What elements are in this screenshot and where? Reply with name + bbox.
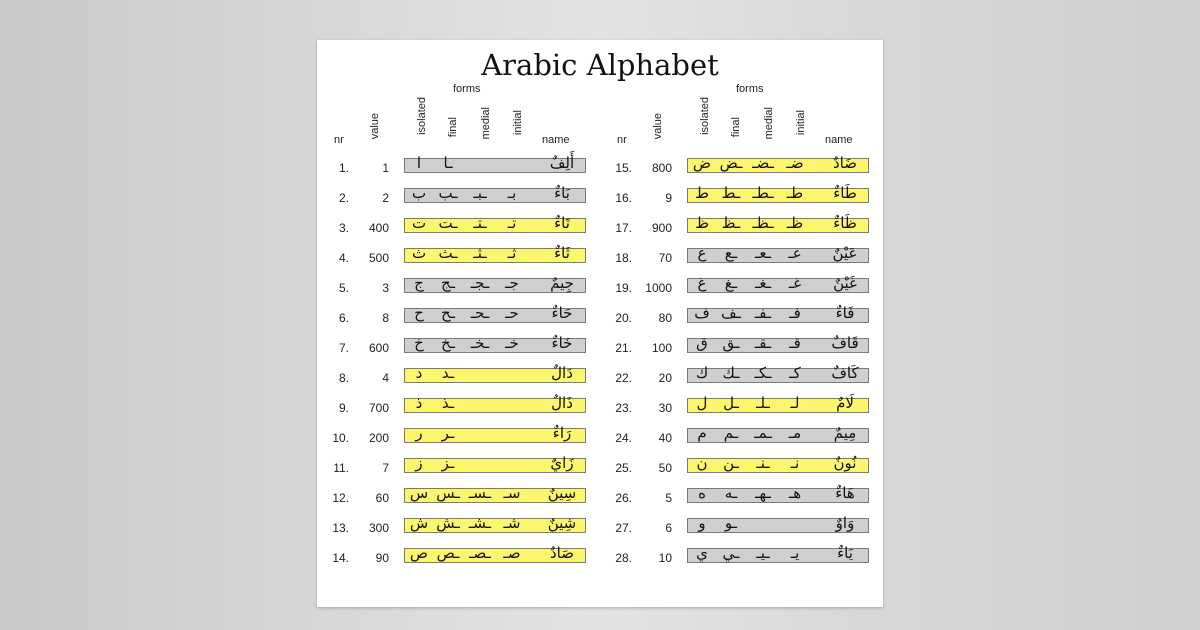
- letter-value: 20: [658, 371, 672, 385]
- letter-nr: 17.: [615, 221, 632, 235]
- letter-row: [317, 306, 600, 336]
- letter-nr: 2.: [338, 191, 349, 205]
- letter-name: وَاوٌ: [835, 514, 855, 532]
- letter-isolated: ص: [409, 544, 429, 562]
- letter-name: مِيمٌ: [833, 424, 857, 442]
- letter-initial: ظـ: [786, 214, 804, 232]
- letter-medial: ـجـ: [470, 274, 490, 292]
- letter-medial: ـتـ: [473, 214, 487, 232]
- letter-initial: طـ: [786, 184, 804, 202]
- letter-row: [317, 546, 600, 576]
- letter-final: ـش: [436, 514, 460, 532]
- letter-name: هَاءٌ: [835, 484, 855, 502]
- letter-initial: بـ: [507, 184, 517, 202]
- letter-medial: ـشـ: [468, 514, 492, 532]
- letter-value: 70: [658, 251, 672, 265]
- letter-value: 50: [658, 461, 672, 475]
- letter-final: ـع: [724, 244, 738, 262]
- letter-name: ضَادٌ: [833, 154, 857, 172]
- letter-isolated: ث: [411, 244, 427, 262]
- letter-row: [317, 516, 600, 546]
- letter-name: دَالٌ: [551, 364, 573, 382]
- letter-row: [317, 486, 600, 516]
- letter-name: طَاءٌ: [833, 184, 857, 202]
- letter-initial: لـ: [790, 394, 800, 412]
- letter-final: ـث: [438, 244, 458, 262]
- letter-final: ـط: [721, 184, 741, 202]
- header-value: value: [369, 113, 381, 140]
- letter-nr: 13.: [332, 521, 349, 535]
- letter-nr: 8.: [338, 371, 349, 385]
- letter-row: [317, 276, 600, 306]
- letter-initial: ضـ: [786, 154, 804, 172]
- letter-final: ـر: [441, 424, 455, 442]
- letter-final: ـف: [721, 304, 741, 322]
- letter-final: ـج: [440, 274, 456, 292]
- header-name: name: [542, 134, 570, 146]
- letter-medial: ـعـ: [754, 244, 772, 262]
- header-value: value: [652, 113, 664, 140]
- letter-medial: ـقـ: [754, 334, 772, 352]
- letter-medial: ـخـ: [470, 334, 490, 352]
- letter-medial: ـكـ: [754, 364, 772, 382]
- letter-name: تَاءٌ: [554, 214, 570, 232]
- letter-initial: جـ: [505, 274, 519, 292]
- letter-isolated: ي: [696, 544, 708, 562]
- letter-final: ـق: [722, 334, 740, 352]
- letter-row: [600, 216, 883, 246]
- letter-nr: 26.: [615, 491, 632, 505]
- letter-final: ـض: [719, 154, 743, 172]
- letter-initial: سـ: [503, 484, 521, 502]
- letter-final: ـل: [723, 394, 739, 412]
- letter-isolated: خ: [414, 334, 424, 352]
- letter-value: 90: [375, 551, 389, 565]
- letter-row: [317, 186, 600, 216]
- letter-row: [317, 216, 600, 246]
- header-nr: nr: [334, 134, 344, 146]
- letter-nr: 22.: [615, 371, 632, 385]
- header-initial: initial: [512, 110, 524, 136]
- letter-medial: ـظـ: [752, 214, 774, 232]
- letter-isolated: ش: [409, 514, 429, 532]
- letter-final: ـظ: [721, 214, 741, 232]
- letter-row: [317, 456, 600, 486]
- letter-value: 1000: [645, 281, 672, 295]
- letter-nr: 24.: [615, 431, 632, 445]
- letter-isolated: س: [409, 484, 429, 502]
- letter-row: [600, 366, 883, 396]
- letter-isolated: غ: [697, 274, 707, 292]
- letter-final: ـص: [436, 544, 460, 562]
- header-final: final: [447, 117, 459, 138]
- letter-name: أَلِفٌ: [549, 154, 575, 172]
- letter-nr: 9.: [338, 401, 349, 415]
- letter-medial: ـيـ: [756, 544, 770, 562]
- letter-nr: 21.: [615, 341, 632, 355]
- letter-medial: ـغـ: [754, 274, 772, 292]
- letter-name: كَافٌ: [831, 364, 859, 382]
- header-medial: medial: [763, 107, 775, 140]
- letter-row: [600, 246, 883, 276]
- letter-name: جِيمٌ: [550, 274, 574, 292]
- letter-final: ـز: [441, 454, 455, 472]
- letter-row: [317, 396, 600, 426]
- letter-value: 5: [665, 491, 672, 505]
- letter-row: [317, 336, 600, 366]
- letter-isolated: ق: [696, 334, 708, 352]
- letter-medial: ـسـ: [468, 484, 492, 502]
- letter-row: [600, 336, 883, 366]
- letter-nr: 15.: [615, 161, 632, 175]
- letter-final: ـح: [440, 304, 456, 322]
- letter-isolated: ه: [698, 484, 706, 502]
- letter-name: بَاءٌ: [554, 184, 570, 202]
- letter-row: [600, 276, 883, 306]
- letter-initial: فـ: [789, 304, 801, 322]
- header-initial: initial: [795, 110, 807, 136]
- letter-row: [600, 516, 883, 546]
- letter-value: 200: [368, 431, 389, 445]
- letter-value: 10: [658, 551, 672, 565]
- letter-isolated: ض: [692, 154, 712, 172]
- letter-value: 3: [382, 281, 389, 295]
- letter-isolated: ب: [411, 184, 427, 202]
- header-isolated: isolated: [699, 97, 711, 135]
- letter-final: ـه: [724, 484, 738, 502]
- left-column: [317, 40, 600, 607]
- letter-initial: نـ: [790, 454, 800, 472]
- letter-value: 2: [382, 191, 389, 205]
- letter-value: 8: [382, 311, 389, 325]
- header-final: final: [730, 117, 742, 138]
- letter-medial: ـثـ: [473, 244, 487, 262]
- letter-name: حَاءٌ: [551, 304, 573, 322]
- letter-nr: 11.: [333, 461, 349, 475]
- letter-isolated: ل: [696, 394, 708, 412]
- letter-nr: 27.: [615, 521, 632, 535]
- letter-final: ـذ: [441, 394, 455, 412]
- letter-medial: ـلـ: [756, 394, 770, 412]
- letter-final: ـك: [722, 364, 740, 382]
- letter-initial: مـ: [788, 424, 802, 442]
- letter-isolated: ن: [696, 454, 708, 472]
- letter-medial: ـهـ: [755, 484, 771, 502]
- letter-nr: 20.: [615, 311, 632, 325]
- letter-final: ـغ: [724, 274, 738, 292]
- header-nr: nr: [617, 134, 627, 146]
- letter-medial: ـمـ: [754, 424, 772, 442]
- letter-name: يَاءٌ: [837, 544, 853, 562]
- letter-name: ثَاءٌ: [554, 244, 570, 262]
- letter-name: شِينٌ: [547, 514, 577, 532]
- letter-row: [317, 156, 600, 186]
- header-forms: forms: [453, 83, 481, 95]
- letter-value: 800: [651, 161, 672, 175]
- letter-value: 9: [665, 191, 672, 205]
- letter-row: [317, 246, 600, 276]
- letter-nr: 28.: [615, 551, 632, 565]
- letter-medial: ـنـ: [756, 454, 770, 472]
- letter-final: ـس: [436, 484, 460, 502]
- letter-nr: 12.: [332, 491, 349, 505]
- letter-initial: شـ: [503, 514, 521, 532]
- letter-initial: ثـ: [507, 244, 517, 262]
- letter-value: 300: [368, 521, 389, 535]
- letter-row: [600, 546, 883, 576]
- letter-isolated: ط: [695, 184, 709, 202]
- letter-name: خَاءٌ: [551, 334, 573, 352]
- letter-nr: 16.: [615, 191, 632, 205]
- letter-nr: 6.: [338, 311, 349, 325]
- poster: [317, 40, 883, 607]
- right-column: [600, 40, 883, 607]
- letter-isolated: ا: [416, 154, 422, 172]
- letter-value: 40: [658, 431, 672, 445]
- header-name: name: [825, 134, 853, 146]
- letter-final: ـم: [723, 424, 739, 442]
- letter-value: 80: [658, 311, 672, 325]
- letter-initial: صـ: [503, 544, 521, 562]
- letter-nr: 10.: [332, 431, 349, 445]
- letter-value: 1: [382, 161, 389, 175]
- letter-isolated: ج: [414, 274, 424, 292]
- letter-name: زَايٌ: [550, 454, 574, 472]
- letter-nr: 23.: [615, 401, 632, 415]
- letter-initial: تـ: [507, 214, 517, 232]
- letter-name: نُونٌ: [833, 454, 857, 472]
- letter-name: غَيْنٌ: [833, 274, 857, 292]
- letter-row: [600, 186, 883, 216]
- letter-medial: ـطـ: [752, 184, 774, 202]
- letter-isolated: ر: [415, 424, 423, 442]
- letter-row: [317, 426, 600, 456]
- letter-name: عَيْنٌ: [832, 244, 858, 262]
- letter-isolated: ع: [697, 244, 707, 262]
- letter-final: ـو: [724, 514, 738, 532]
- letter-isolated: ك: [695, 364, 709, 382]
- letter-final: ـت: [438, 214, 458, 232]
- letter-name: ظَاءٌ: [833, 214, 857, 232]
- letter-name: سِينٌ: [547, 484, 577, 502]
- letter-isolated: ف: [694, 304, 710, 322]
- letter-medial: ـفـ: [754, 304, 772, 322]
- letter-value: 900: [651, 221, 672, 235]
- letter-nr: 1.: [338, 161, 349, 175]
- letter-nr: 25.: [615, 461, 632, 475]
- letter-value: 700: [368, 401, 389, 415]
- letter-row: [600, 486, 883, 516]
- letter-name: قَافٌ: [831, 334, 859, 352]
- letter-isolated: ت: [411, 214, 427, 232]
- letter-isolated: د: [415, 364, 423, 382]
- letter-value: 600: [368, 341, 389, 355]
- header-isolated: isolated: [416, 97, 428, 135]
- letter-row: [600, 156, 883, 186]
- letter-row: [317, 366, 600, 396]
- letter-row: [600, 396, 883, 426]
- letter-isolated: ز: [415, 454, 423, 472]
- letter-initial: هـ: [788, 484, 802, 502]
- page-title: Arabic Alphabet: [481, 48, 719, 82]
- letter-name: لَامٌ: [836, 394, 854, 412]
- letter-row: [600, 456, 883, 486]
- letter-name: صَادٌ: [550, 544, 574, 562]
- letter-medial: ـبـ: [473, 184, 487, 202]
- letter-value: 7: [382, 461, 389, 475]
- letter-isolated: ح: [414, 304, 424, 322]
- letter-final: ـد: [441, 364, 455, 382]
- letter-nr: 7.: [338, 341, 349, 355]
- letter-name: فَاءٌ: [835, 304, 855, 322]
- letter-initial: غـ: [788, 274, 802, 292]
- letter-medial: ـضـ: [752, 154, 774, 172]
- letter-nr: 14.: [332, 551, 349, 565]
- letter-value: 30: [658, 401, 672, 415]
- header-forms: forms: [736, 83, 764, 95]
- letter-value: 500: [368, 251, 389, 265]
- letter-initial: يـ: [790, 544, 800, 562]
- letter-row: [600, 426, 883, 456]
- letter-value: 4: [382, 371, 389, 385]
- letter-nr: 18.: [615, 251, 632, 265]
- letter-nr: 5.: [338, 281, 349, 295]
- letter-row: [600, 306, 883, 336]
- letter-final: ـب: [438, 184, 458, 202]
- letter-value: 100: [651, 341, 672, 355]
- letter-initial: عـ: [788, 244, 802, 262]
- letter-final: ـخ: [440, 334, 456, 352]
- letter-initial: قـ: [789, 334, 801, 352]
- letter-initial: كـ: [789, 364, 801, 382]
- letter-nr: 3.: [338, 221, 349, 235]
- letter-isolated: م: [697, 424, 707, 442]
- letter-final: ـا: [443, 154, 453, 172]
- letter-name: ذَالٌ: [551, 394, 573, 412]
- letter-value: 6: [665, 521, 672, 535]
- letter-initial: خـ: [505, 334, 519, 352]
- letter-medial: ـصـ: [469, 544, 491, 562]
- letter-nr: 4.: [338, 251, 349, 265]
- letter-isolated: ظ: [695, 214, 709, 232]
- header-medial: medial: [480, 107, 492, 140]
- letter-isolated: و: [698, 514, 706, 532]
- letter-nr: 19.: [615, 281, 632, 295]
- letter-value: 60: [375, 491, 389, 505]
- letter-final: ـن: [723, 454, 739, 472]
- letter-value: 400: [368, 221, 389, 235]
- letter-final: ـي: [722, 544, 740, 562]
- letter-medial: ـحـ: [470, 304, 490, 322]
- letter-name: رَاءٌ: [552, 424, 572, 442]
- letter-isolated: ذ: [415, 394, 423, 412]
- letter-initial: حـ: [505, 304, 519, 322]
